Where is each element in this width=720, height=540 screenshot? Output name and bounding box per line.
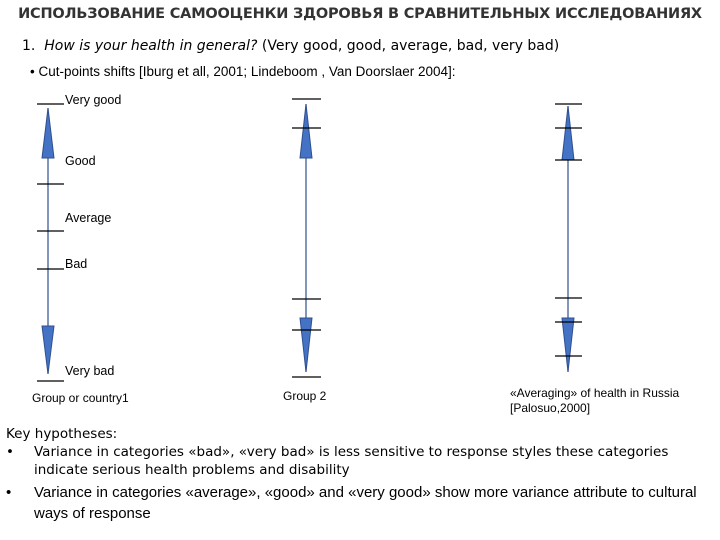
label-very-good: Very good <box>65 93 122 107</box>
hypothesis-text-1: Variance in categories «bad», «very bad» is less sensitive to response styles these categories indicate serious health problems and disability <box>34 444 669 478</box>
hypothesis-item-1 <box>6 443 716 479</box>
question-number: 1. <box>22 38 36 54</box>
page-title: ИСПОЛЬЗОВАНИЕ САМООЦЕНКИ ЗДОРОВЬЯ В СРАВНИТЕЛЬНЫХ ИССЛЕДОВАНИЯХ <box>18 6 702 22</box>
hypotheses-heading: Key hypotheses: <box>6 426 118 442</box>
group3-scale <box>555 104 582 372</box>
key-hypotheses <box>6 425 716 524</box>
label-very-bad: Very bad <box>65 364 115 378</box>
subpoint-bullet: • <box>30 64 35 79</box>
label-average: Average <box>65 211 112 225</box>
subpoint-text: Cut-points shifts [Iburg et all, 2001; Lindeboom , Van Doorslaer 2004]: <box>38 64 456 79</box>
group3-top-arrowhead <box>562 106 574 160</box>
hypothesis-item-2 <box>6 482 716 524</box>
group2-top-arrowhead <box>300 104 312 158</box>
question-text: How is your health in general? <box>44 38 258 54</box>
russia-caption-line2: [Palosuo,2000] <box>510 401 591 415</box>
russia-caption-line1: «Averaging» of health in Russia <box>510 386 680 400</box>
group2-scale <box>292 99 321 377</box>
label-bad: Bad <box>65 257 88 271</box>
group1-top-arrowhead <box>42 108 54 158</box>
group1-caption: Group or country1 <box>32 391 129 405</box>
russia-caption <box>510 386 715 416</box>
hypothesis-bullet-1: • <box>6 444 14 460</box>
group3-bottom-arrowhead <box>562 318 574 372</box>
hypothesis-text-2: Variance in categories «average», «good» and «very good» show more variance attribute to cultural ways of response <box>34 484 697 522</box>
question-options: (Very good, good, average, bad, very bad) <box>257 38 560 54</box>
hypothesis-bullet-2: • <box>6 484 12 501</box>
group2-caption: Group 2 <box>283 389 327 403</box>
group1-bottom-arrowhead <box>42 326 54 374</box>
group1-scale <box>37 104 64 381</box>
group2-bottom-arrowhead <box>300 318 312 372</box>
label-good: Good <box>65 154 96 168</box>
